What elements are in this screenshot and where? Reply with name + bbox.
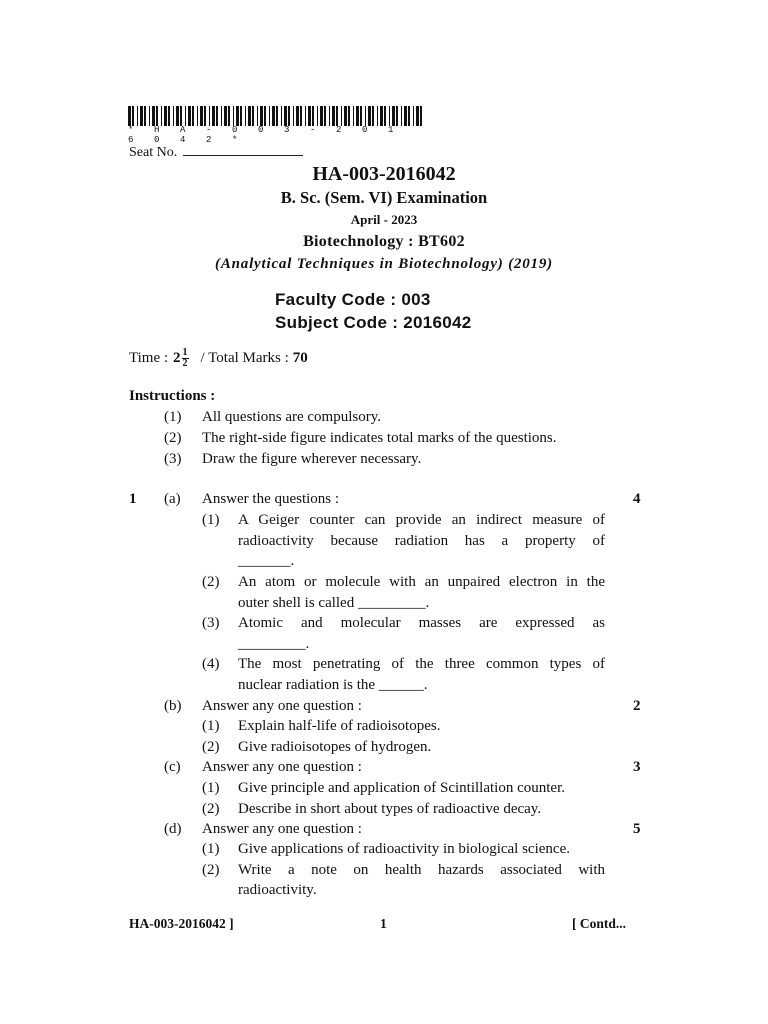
footer-continued: [ Contd... (572, 916, 627, 931)
sub-question-text: outer shell is called _________. (238, 595, 430, 611)
sub-question-text: nuclear radiation is the ______. (238, 677, 428, 693)
question-number: 1 (129, 491, 137, 507)
instruction-text: The right-side figure indicates total marks of the questions. (202, 430, 557, 446)
instruction-number: (3) (164, 451, 182, 467)
seat-number (129, 143, 303, 161)
sub-question-number: (2) (202, 739, 220, 755)
sub-question-text: Give applications of radioactivity in biological science. (238, 841, 570, 857)
sub-question-text: Give radioisotopes of hydrogen. (238, 739, 432, 755)
time-marks (129, 348, 308, 369)
part-marks: 3 (633, 759, 641, 775)
paper-title: (Analytical Techniques in Biotechnology) (2019) (215, 256, 553, 272)
exam-name: B. Sc. (Sem. VI) Examination (280, 188, 488, 207)
part-prompt: Answer any one question : (202, 821, 362, 837)
barcode (128, 106, 424, 126)
part-label: (a) (164, 491, 181, 507)
part-prompt: Answer any one question : (202, 698, 362, 714)
sub-question-text: Describe in short about types of radioactive decay. (238, 801, 542, 817)
sub-question-number: (2) (202, 862, 220, 878)
part-label: (b) (164, 698, 182, 714)
part-marks: 2 (633, 698, 641, 714)
sub-question-text: _______. (238, 553, 295, 569)
sub-question-number: (2) (202, 574, 220, 590)
sub-question-text: radioactivity. (238, 882, 317, 898)
part-marks: 5 (633, 821, 641, 837)
footer-paper-code: HA-003-2016042 ] (129, 916, 234, 931)
sub-question-text: Give principle and application of Scintillation counter. (238, 780, 565, 796)
total-marks: 70 (292, 350, 308, 366)
sub-question-number: (1) (202, 718, 220, 734)
sub-question-text: Write a note on health hazards associated with (238, 862, 605, 878)
part-prompt: Answer the questions : (202, 491, 340, 507)
instructions-heading: Instructions : (129, 388, 216, 404)
instruction-text: All questions are compulsory. (202, 409, 381, 425)
sub-question-number: (1) (202, 512, 220, 528)
sub-question-text: _________. (238, 636, 310, 652)
sub-question-text: A Geiger counter can provide an indirect measure of (238, 512, 605, 528)
subject-code: Subject Code : 2016042 (275, 313, 472, 332)
part-label: (d) (164, 821, 182, 837)
sub-question-number: (3) (202, 615, 220, 631)
sub-question-number: (1) (202, 780, 220, 796)
seat-number-label: Seat No. (129, 145, 178, 160)
faculty-code: Faculty Code : 003 (275, 290, 431, 309)
sub-question-number: (2) (202, 801, 220, 817)
part-label: (c) (164, 759, 181, 775)
part-prompt: Answer any one question : (202, 759, 362, 775)
total-marks-label: / Total Marks : (200, 350, 289, 366)
sub-question-text: The most penetrating of the three common types of (238, 656, 605, 672)
part-marks: 4 (633, 491, 641, 507)
sub-question-text: An atom or molecule with an unpaired electron in the (238, 574, 605, 590)
barcode-text: * H A - 0 0 3 - 2 0 1 6 0 4 2 * (128, 125, 402, 145)
footer-page-number: 1 (380, 916, 387, 931)
time-fraction-num: 1 (182, 347, 188, 358)
sub-question-text: radioactivity because radiation has a property of (238, 533, 605, 549)
time-whole: 2 (173, 350, 181, 366)
sub-question-number: (1) (202, 841, 220, 857)
seat-number-line (183, 143, 303, 156)
time-fraction (182, 348, 189, 369)
paper-code: HA-003-2016042 (312, 163, 456, 185)
instruction-number: (2) (164, 430, 182, 446)
barcode-bar (422, 106, 424, 126)
instruction-text: Draw the figure wherever necessary. (202, 451, 422, 467)
subject: Biotechnology : BT602 (303, 233, 465, 250)
time-label: Time : (129, 350, 169, 366)
sub-question-text: Explain half-life of radioisotopes. (238, 718, 441, 734)
instruction-number: (1) (164, 409, 182, 425)
time-fraction-den: 2 (182, 358, 188, 369)
sub-question-text: Atomic and molecular masses are expressed as (238, 615, 605, 631)
sub-question-number: (4) (202, 656, 220, 672)
exam-month: April - 2023 (350, 212, 418, 227)
